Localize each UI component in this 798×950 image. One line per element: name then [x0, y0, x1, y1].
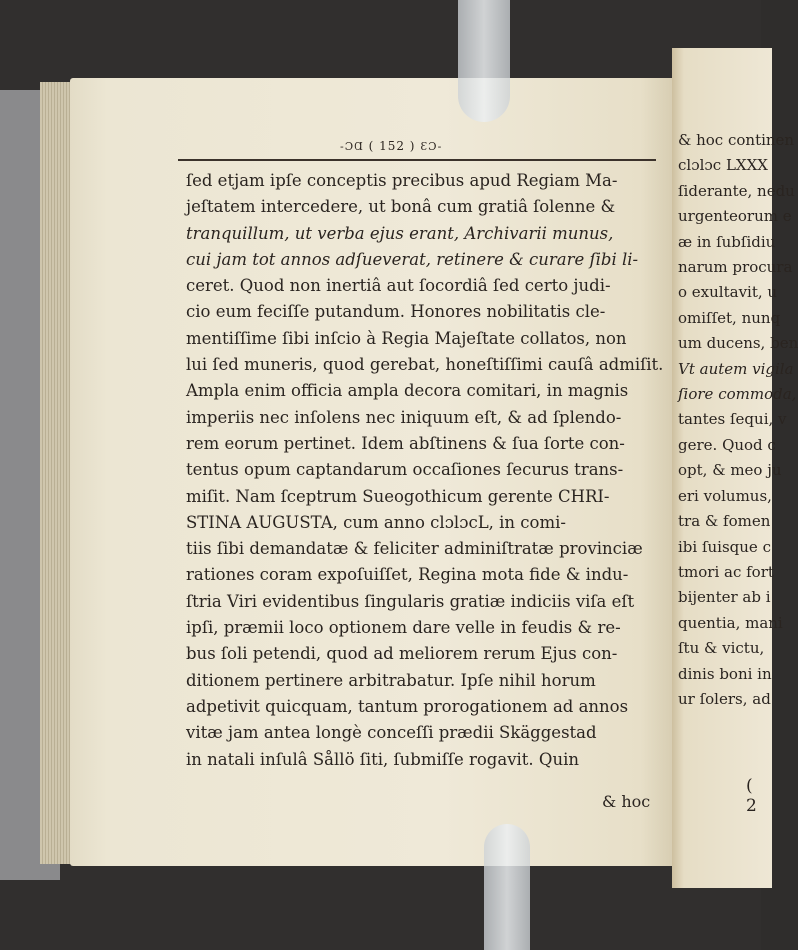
text-line: bus ſoli petendi, quod ad meliorem rerum Ejus con- — [186, 644, 618, 664]
facing-text-line: opt, & meo ju — [678, 461, 782, 480]
facing-text-line: um ducens, ben — [678, 334, 798, 353]
text-line: tranquillum, ut verba ejus erant, Archivarii munus, — [186, 223, 614, 243]
facing-page-number-fragment: ( 2 — [746, 776, 757, 816]
text-line: imperiis nec inſolens nec iniquum eſt, & ad ſplendo- — [186, 407, 622, 427]
facing-text-line: narum procura — [678, 258, 793, 277]
bottom-page-clip — [484, 824, 530, 950]
facing-text-line: bijenter ab i — [678, 588, 771, 607]
header-ornament-left: -ƆⱭ — [340, 140, 364, 153]
text-line: ſtria Viri evidentibus ſingularis gratiæ indiciis viſa eſt — [186, 591, 635, 611]
text-line: rem eorum pertinet. Idem abſtinens & ſua ſorte con- — [186, 433, 625, 453]
body-text — [186, 168, 664, 773]
text-line: ſed etjam ipſe conceptis precibus apud Regiam Ma- — [186, 171, 618, 190]
facing-page-text — [678, 128, 798, 712]
text-line: rationes coram expoſuiſſet, Regina mota fide & indu- — [186, 565, 629, 585]
text-line: in natali inſulâ Sållö ſiti, ſubmiſſe rogavit. Quin — [186, 749, 579, 769]
facing-text-line: æ in ſubſidiu — [678, 232, 776, 251]
page-header — [340, 139, 442, 153]
facing-text-line: o exultavit, u — [678, 283, 778, 302]
text-line: tentus opum captandarum occaſiones ſecurus trans- — [186, 460, 624, 480]
text-line: Ampla enim officia ampla decora comitari, in magnis — [186, 381, 629, 401]
facing-text-line: ibi ſuisque c — [678, 537, 771, 556]
facing-text-line: ur ſolers, ad — [678, 689, 771, 708]
facing-text-line: tra & fomen — [678, 512, 771, 531]
facing-text-line: ſiderante, nedu — [678, 181, 795, 200]
text-line: vitæ jam antea longè conceſſi prædii Skäggestad — [186, 723, 597, 743]
page-number: ( 152 ) — [368, 139, 416, 153]
catchword: & hoc — [602, 792, 651, 811]
facing-text-line: quentia, mani — [678, 613, 783, 632]
facing-text-line: ſiore commoda, — [678, 385, 797, 404]
text-line: STINA AUGUSTA, cum anno clɔlɔcL, in comi- — [186, 512, 566, 532]
text-line: jeſtatem intercedere, ut bonâ cum gratiâ ſolenne & — [186, 197, 616, 217]
facing-text-line: urgenteorum e — [678, 207, 792, 226]
text-line: cio eum feciſſe putandum. Honores nobilitatis cle- — [186, 302, 606, 322]
facing-text-line: gere. Quod c — [678, 435, 776, 454]
text-line: ceret. Quod non inertiâ aut ſocordiâ ſed certo judi- — [186, 276, 611, 296]
top-page-clip — [458, 0, 510, 122]
text-line: cui jam tot annos adſueverat, retinere & curare ſibi li- — [186, 249, 639, 269]
header-ornament-right: ƐƆ- — [420, 140, 443, 153]
facing-text-line: Vt autem vigila — [678, 359, 794, 378]
facing-text-line: tantes ſequi, v — [678, 410, 787, 429]
facing-text-line: clɔlɔc LXXX — [678, 156, 768, 175]
facing-text-line: eri volumus, — [678, 486, 772, 505]
text-line: adpetivit quicquam, tantum prorogationem ad annos — [186, 696, 629, 716]
facing-text-line: omiſſet, nunq — [678, 308, 781, 327]
facing-text-line: tmori ac fort — [678, 562, 774, 581]
text-line: lui ſed muneris, quod gerebat, honeſtiſſimi cauſâ admiſit. — [186, 355, 664, 375]
text-line: ipſi, præmii loco optionem dare velle in feudis & re- — [186, 618, 621, 638]
facing-text-line: & hoc continen — [678, 131, 795, 149]
text-line: ditionem pertinere arbitrabatur. Ipſe nihil horum — [186, 670, 596, 690]
text-line: miſit. Nam ſceptrum Sueogothicum gerente CHRI- — [186, 486, 610, 506]
text-line: mentiſſime ſibi inſcio à Regia Majeſtate collatos, non — [186, 328, 627, 348]
facing-text-line: dinis boni in — [678, 664, 772, 683]
facing-text-line: ſtu & victu, — [678, 639, 765, 658]
header-rule — [178, 159, 656, 161]
text-line: tiis ſibi demandatæ & feliciter adminiſtratæ provinciæ — [186, 539, 643, 559]
